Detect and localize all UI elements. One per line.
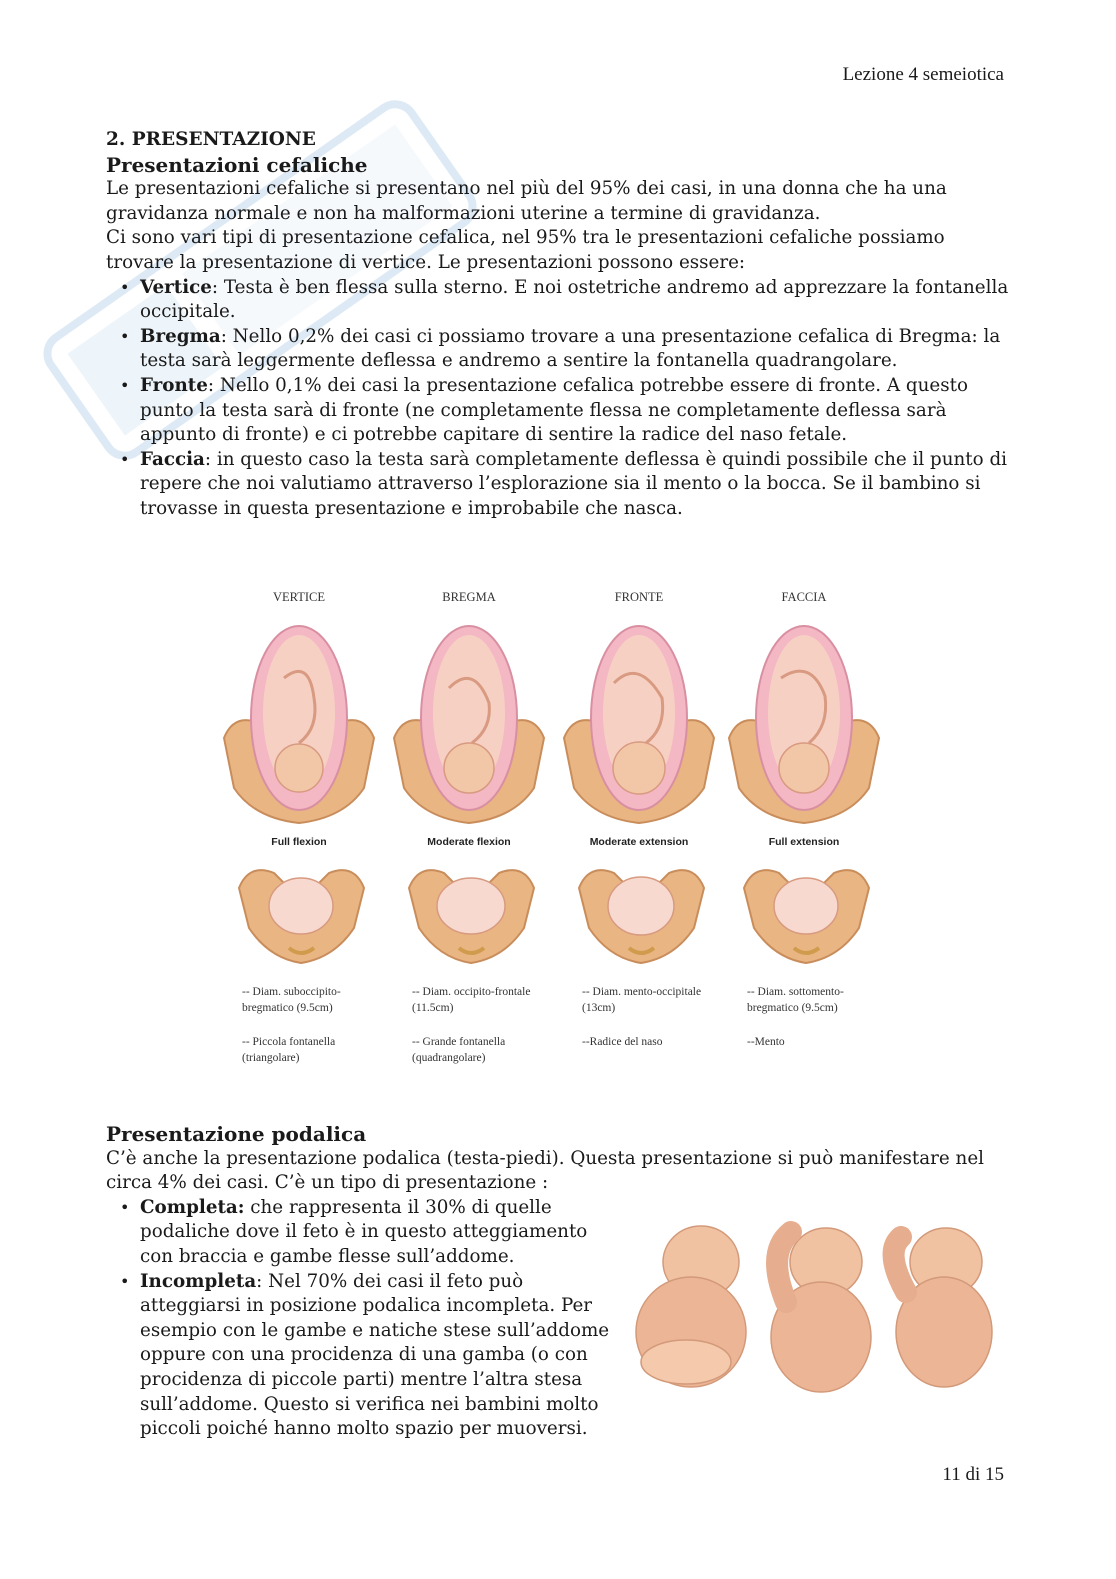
desc-vertice: : Testa è ben flessa sulla sterno. E noi ostetriche andremo ad apprezzare la fontanella occipitale. <box>140 276 1009 323</box>
uterus-illustration <box>719 618 889 828</box>
uterus-illustration <box>554 618 724 828</box>
figure-caption: FACCIA <box>781 590 827 604</box>
pelvis-illustration <box>739 858 874 968</box>
figure-column-vertice <box>214 582 374 1072</box>
figure-caption: VERTICE <box>272 590 326 604</box>
uterus-illustration <box>384 618 554 828</box>
diameter-label: -- Diam. sottomento-bregmatico (9.5cm) <box>747 986 844 1014</box>
diameter-label: -- Diam. mento-occipitale (13cm) <box>582 986 702 1014</box>
breech-title: Presentazione podalica <box>106 1122 367 1146</box>
desc-bregma: : Nello 0,2% dei casi ci possiamo trovare a una presentazione cefalica di Bregma: la testa sarà leggermente deflessa e andremo a sentire la fontanella quadrangolare. <box>140 325 1001 372</box>
term-completa: Completa: <box>140 1196 245 1218</box>
diameter-label: -- Diam. suboccipito-bregmatico (9.5cm) <box>242 986 341 1014</box>
cephalic-list <box>106 276 1011 522</box>
desc-incompleta: : Nel 70% dei casi il feto può atteggiarsi in posizione podalica incompleta. Per esempio con le gambe e natiche stese sull’addome oppure con una procidenza di una gamba (o con procidenza di piccole parti) mentre l’altra stesa sull’addome. Questo si verifica nei bambini molto piccoli poiché hanno molto spazio per muoversi. <box>140 1270 610 1440</box>
desc-fronte: : Nello 0,1% dei casi la presentazione cefalica potrebbe essere di fronte. A questo punto la testa sarà di fronte (ne completamente flessa ne completamente deflessa sarà appunto di fronte) e ci potrebbe capitare di sentire la radice del naso fetale. <box>140 374 968 446</box>
list-item-faccia <box>140 448 1011 522</box>
intro-paragraph-1: Le presentazioni cefaliche si presentano nel più del 95% dei casi, in una donna che ha una gravidanza normale e non ha malformazioni uterine a termine di gravidanza. <box>106 178 947 224</box>
breech-intro: C’è anche la presentazione podalica (testa-piedi). Questa presentazione si può manifestare nel circa 4% dei casi. C’è un tipo di presentazione : <box>106 1147 984 1194</box>
term-fronte: Fronte <box>140 374 208 396</box>
term-incompleta: Incompleta <box>140 1270 257 1292</box>
flexion-label: Full extension <box>768 836 840 848</box>
landmark-label: --Mento <box>747 1036 785 1048</box>
section-subtitle: Presentazioni cefaliche <box>106 152 368 177</box>
figure-column-faccia <box>719 582 879 1072</box>
term-vertice: Vertice <box>140 276 212 298</box>
breech-list <box>106 1196 610 1442</box>
list-item-completa <box>140 1196 610 1270</box>
cephalic-section <box>106 128 1011 522</box>
breech-fetus-illustration <box>626 1212 1016 1402</box>
figure-column-bregma <box>384 582 544 1072</box>
page-number: 11 di 15 <box>942 1464 1004 1485</box>
list-item-incompleta <box>140 1270 610 1442</box>
pelvis-illustration <box>404 858 539 968</box>
desc-completa: che rappresenta il 30% di quelle podaliche dove il feto è in questo atteggiamento con braccia e gambe flesse sull’addome. <box>140 1196 588 1267</box>
landmark-label: -- Grande fontanella (quadrangolare) <box>412 1036 506 1064</box>
landmark-label: -- Piccola fontanella (triangolare) <box>242 1036 336 1064</box>
figure-caption: FRONTE <box>614 590 664 604</box>
figure-column-fronte <box>554 582 714 1072</box>
list-item-bregma <box>140 325 1011 374</box>
pelvis-illustration <box>574 858 709 968</box>
section-title: 2. PRESENTAZIONE <box>106 129 316 150</box>
diameter-label: -- Diam. occipito-frontale (11.5cm) <box>412 986 531 1014</box>
page-header: Lezione 4 semeiotica <box>842 64 1004 85</box>
landmark-label: --Radice del naso <box>582 1036 663 1048</box>
cephalic-presentations-figure <box>214 582 886 1072</box>
intro-paragraph-2: Ci sono vari tipi di presentazione cefalica, nel 95% tra le presentazioni cefaliche possiamo trovare la presentazione di vertice. Le presentazioni possono essere: <box>106 227 945 273</box>
term-faccia: Faccia <box>140 448 205 470</box>
flexion-label: Moderate extension <box>589 836 689 848</box>
figure-caption: BREGMA <box>442 590 496 604</box>
list-item-vertice <box>140 276 1011 325</box>
pelvis-illustration <box>234 858 369 968</box>
uterus-illustration <box>214 618 384 828</box>
term-bregma: Bregma <box>140 325 221 347</box>
flexion-label: Moderate flexion <box>427 836 511 848</box>
flexion-label: Full flexion <box>271 836 327 848</box>
desc-faccia: : in questo caso la testa sarà completamente deflessa è quindi possibile che il punto di repere che noi valutiamo attraverso l’esplorazione sia il mento o la bocca. Se il bambino si trovasse in questa presentazione e improbabile che nasca. <box>140 448 1008 519</box>
list-item-fronte <box>140 374 1011 448</box>
